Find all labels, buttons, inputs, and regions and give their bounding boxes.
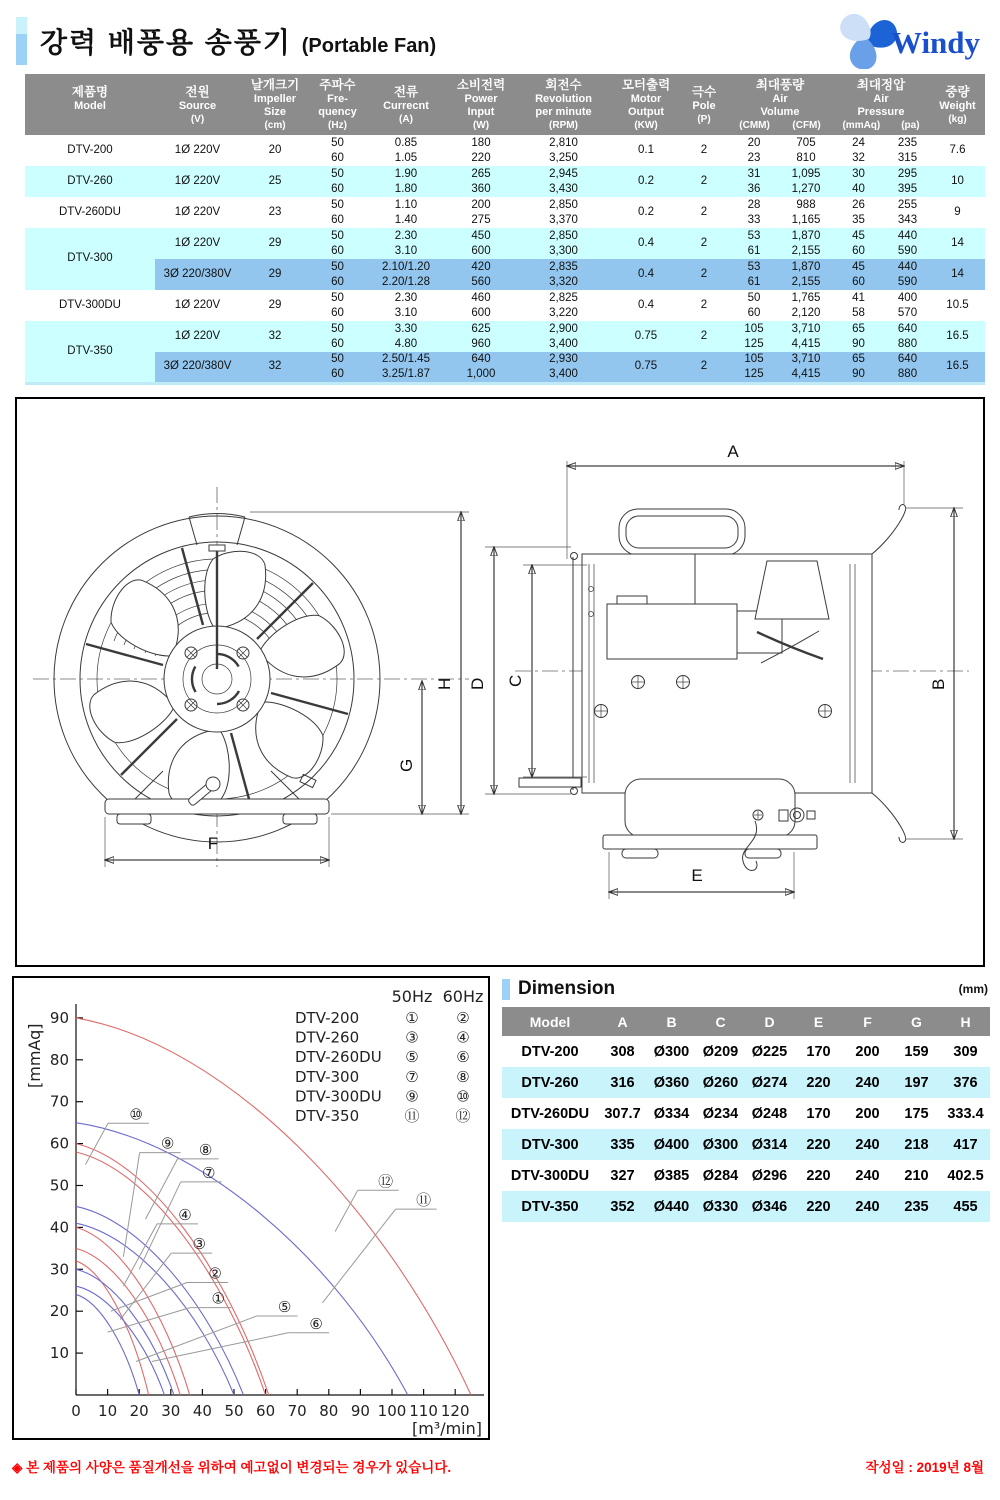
spec-cell: 28 33 [747, 198, 761, 226]
title-bullet [16, 17, 27, 65]
spec-cell: 0.4 [612, 228, 680, 259]
svg-text:①: ① [405, 1009, 419, 1027]
spec-cell: 2,810 3,250 [549, 136, 578, 164]
spec-col-header: 제품명 Model [25, 74, 155, 135]
dim-col-header: H [941, 1007, 990, 1036]
spec-cell: 53 61 [728, 259, 780, 290]
spec-cell: 440 590 [885, 228, 930, 259]
spec-cell: 1,095 1,270 [780, 166, 832, 197]
spec-cell: 50 60 [310, 352, 365, 384]
svg-text:⑪: ⑪ [404, 1107, 420, 1125]
spec-col-header: 전류 Currecnt (A) [365, 74, 447, 135]
dim-cell: Ø274 [745, 1067, 794, 1098]
dim-cell: 200 [855, 1105, 880, 1122]
svg-text:DTV-200: DTV-200 [295, 1009, 360, 1027]
spec-cell: 10 [930, 166, 985, 197]
spec-cell: 295 395 [885, 166, 930, 197]
dim-cell: 175 [904, 1105, 929, 1122]
spec-cell: 41 58 [852, 291, 865, 319]
spec-cell: 7.6 [949, 143, 966, 156]
dim-cell: 159 [904, 1043, 929, 1060]
dim-cell: 170 [806, 1105, 831, 1122]
svg-text:⑦: ⑦ [201, 1163, 216, 1182]
dim-row-DTV-300 [502, 1129, 990, 1160]
spec-table [25, 74, 985, 385]
spec-cell: 2,945 3,430 [515, 166, 612, 197]
svg-text:60Hz: 60Hz [442, 987, 484, 1006]
dim-cell: Ø260 [696, 1067, 745, 1098]
spec-col-header: 날개크기 Impeller Size (cm) [240, 74, 310, 135]
spec-cell: 31 36 [728, 166, 780, 197]
spec-cell: 2.30 3.10 [365, 228, 447, 259]
dim-cell: DTV-260 [502, 1067, 598, 1098]
svg-text:DTV-350: DTV-350 [295, 1107, 360, 1125]
spec-cell: 400 570 [897, 291, 918, 319]
svg-text:⑥: ⑥ [456, 1048, 470, 1067]
bottom-section [0, 976, 1000, 1440]
dim-cell: 220 [794, 1129, 843, 1160]
spec-cell: 1Ø 220V [155, 228, 240, 259]
footer-note: ◈ 본 제품의 사양은 품질개선을 위하여 예고없이 변경되는 경우가 있습니다. [12, 1460, 452, 1475]
spec-cell: 23 [268, 205, 282, 218]
dim-label-H: H [435, 677, 454, 690]
dim-cell: 455 [941, 1191, 990, 1222]
technical-drawings [17, 399, 983, 965]
svg-text:100: 100 [377, 1402, 407, 1420]
spec-cell: 30 40 [832, 166, 885, 197]
dim-label-C: C [506, 674, 525, 687]
svg-text:①: ① [211, 1289, 225, 1308]
dimension-title-row [502, 978, 990, 1000]
dim-cell: 235 [892, 1191, 941, 1222]
spec-cell: 2 [700, 205, 708, 218]
dim-cell: 240 [843, 1191, 892, 1222]
spec-row-DTV-300 [25, 228, 985, 259]
svg-text:60: 60 [256, 1402, 276, 1420]
dimension-section [502, 976, 990, 1440]
spec-cell: 3Ø 220/380V [155, 259, 240, 290]
spec-cell: 2.50/1.45 3.25/1.87 [365, 352, 447, 384]
svg-text:⑦: ⑦ [405, 1067, 419, 1086]
dim-cell: Ø225 [751, 1043, 788, 1060]
side-view-drawing [468, 442, 969, 899]
svg-text:④: ④ [178, 1205, 192, 1224]
dim-cell: 240 [843, 1067, 892, 1098]
spec-cell: 440 590 [885, 259, 930, 290]
dim-cell: Ø314 [745, 1129, 794, 1160]
spec-cell: 14 [930, 228, 985, 259]
dim-cell: Ø296 [751, 1167, 788, 1184]
svg-text:80: 80 [49, 1050, 69, 1069]
spec-cell: 1,870 2,155 [780, 228, 832, 259]
windy-logo [834, 9, 984, 74]
spec-cell: 45 60 [832, 228, 885, 259]
dim-cell: 376 [941, 1067, 990, 1098]
spec-cell: 0.85 1.05 [394, 136, 418, 164]
svg-text:DTV-260: DTV-260 [295, 1028, 360, 1047]
dim-cell: Ø360 [647, 1067, 696, 1098]
dim-label-D: D [468, 677, 487, 690]
spec-cell: 9 [954, 205, 961, 218]
dim-cell: DTV-350 [502, 1191, 598, 1222]
spec-cell: 50 60 [331, 291, 344, 319]
spec-cell: 420 560 [447, 259, 515, 290]
dim-col-header: E [794, 1007, 843, 1036]
spec-cell: 50 60 [747, 291, 761, 319]
svg-text:③: ③ [405, 1028, 419, 1047]
dim-cell: DTV-260DU [510, 1105, 590, 1122]
spec-cell: 50 60 [310, 228, 365, 259]
svg-text:10: 10 [98, 1402, 118, 1420]
dim-cell: DTV-300 [502, 1129, 598, 1160]
dim-cell: Ø330 [696, 1191, 745, 1222]
dim-cell: Ø346 [745, 1191, 794, 1222]
dim-cell: Ø385 [653, 1167, 690, 1184]
dim-cell: Ø248 [751, 1105, 788, 1122]
spec-cell: 235 315 [897, 136, 918, 164]
spec-cell: 1,870 2,155 [780, 259, 832, 290]
dim-cell: 240 [843, 1129, 892, 1160]
spec-cell: 29 [268, 298, 282, 311]
dim-cell: 220 [794, 1067, 843, 1098]
dim-cell: Ø400 [647, 1129, 696, 1160]
drawing-box [15, 397, 985, 967]
svg-text:70: 70 [287, 1402, 307, 1420]
spec-cell: 65 90 [832, 321, 885, 352]
svg-text:90: 90 [49, 1008, 69, 1027]
dim-label-E: E [691, 866, 703, 885]
spec-cell: 50 60 [310, 259, 365, 290]
dim-col-header: B [647, 1007, 696, 1036]
dim-cell: DTV-200 [521, 1043, 579, 1060]
dim-cell: 210 [904, 1167, 929, 1184]
spec-cell: 53 61 [728, 228, 780, 259]
spec-cell: 2 [680, 228, 728, 259]
spec-cell: 1.90 1.80 [365, 166, 447, 197]
svg-text:60: 60 [49, 1134, 69, 1153]
dimension-title-bullet [502, 979, 510, 1000]
spec-cell: 3,710 4,415 [780, 352, 832, 384]
spec-cell: 200 275 [471, 198, 491, 226]
svg-text:50: 50 [49, 1176, 69, 1195]
spec-col-header: 최대정압 Air Pressure (mmAq) (pa) [832, 74, 930, 135]
spec-cell: 45 60 [832, 259, 885, 290]
svg-text:40: 40 [49, 1218, 69, 1237]
svg-text:30: 30 [161, 1402, 181, 1420]
spec-cell: 29 [240, 228, 310, 259]
spec-cell: 50 60 [331, 136, 344, 164]
spec-cell: 2,825 3,220 [549, 291, 578, 319]
dim-cell: 220 [794, 1191, 843, 1222]
spec-model-cell: DTV-300 [25, 228, 155, 290]
spec-col-header: 전원 Source (V) [155, 74, 240, 135]
spec-row-DTV-260 [25, 166, 985, 197]
dim-cell: 220 [806, 1167, 831, 1184]
dim-cell: 316 [598, 1067, 647, 1098]
spec-cell: 20 [268, 143, 282, 156]
dim-cell: 417 [941, 1129, 990, 1160]
spec-cell: 14 [930, 259, 985, 290]
spec-cell: 2 [680, 166, 728, 197]
dim-cell: Ø300 [696, 1129, 745, 1160]
spec-cell: 180 220 [471, 136, 491, 164]
svg-text:90: 90 [350, 1402, 370, 1420]
spec-row-cont [25, 352, 985, 384]
dim-cell: 309 [953, 1043, 978, 1060]
performance-chart-box [12, 976, 490, 1440]
spec-col-header: 회전수 Revolution per minute (RPM) [515, 74, 612, 135]
dim-cell: 335 [598, 1129, 647, 1160]
spec-cell: 0.2 [612, 166, 680, 197]
spec-cell: 2 [700, 298, 708, 311]
dim-row-DTV-200 [502, 1036, 990, 1067]
spec-cell: 1,765 2,120 [791, 291, 821, 319]
svg-text:70: 70 [49, 1092, 69, 1111]
dim-cell: 200 [855, 1043, 880, 1060]
spec-model-cell: DTV-200 [67, 143, 113, 156]
dim-cell: Ø284 [702, 1167, 739, 1184]
dimension-unit-note: (mm) [958, 982, 988, 996]
page-title [40, 21, 436, 61]
spec-cell: 24 32 [852, 136, 865, 164]
page-title-korean: 강력 배풍용 송풍기 [40, 27, 292, 58]
spec-cell: 26 35 [852, 198, 865, 226]
spec-col-header: 소비전력 Power Input (W) [447, 74, 515, 135]
spec-cell: 1Ø 220V [174, 205, 221, 218]
spec-cell: 1Ø 220V [174, 143, 221, 156]
svg-text:⑫: ⑫ [455, 1107, 471, 1125]
spec-cell: 105 125 [728, 352, 780, 384]
spec-cell: 105 125 [728, 321, 780, 352]
svg-text:50: 50 [224, 1402, 244, 1420]
performance-chart [14, 978, 488, 1438]
svg-text:10: 10 [49, 1344, 69, 1363]
svg-text:DTV-260DU: DTV-260DU [295, 1048, 382, 1067]
spec-cell: 0.4 [612, 259, 680, 290]
spec-cell: 0.2 [638, 205, 654, 218]
spec-row-DTV-260DU [25, 197, 985, 228]
dim-col-header: D [745, 1007, 794, 1036]
spec-cell: 1Ø 220V [155, 166, 240, 197]
spec-cell: 988 1,165 [791, 198, 821, 226]
spec-cell: 2,850 3,300 [515, 228, 612, 259]
header [0, 0, 1000, 72]
svg-text:⑩: ⑩ [129, 1105, 143, 1124]
logo-text: Windy [891, 24, 981, 60]
spec-cell: 32 [240, 321, 310, 352]
spec-model-cell: DTV-300DU [59, 298, 121, 311]
spec-cell: 2 [680, 352, 728, 384]
dim-label-B: B [929, 678, 948, 690]
spec-cell: 2 [700, 143, 708, 156]
svg-text:110: 110 [409, 1402, 438, 1420]
dim-col-header: Model [502, 1007, 598, 1036]
spec-row-DTV-300DU [25, 290, 985, 321]
dim-row-DTV-260 [502, 1067, 990, 1098]
svg-text:⑤: ⑤ [405, 1048, 419, 1067]
svg-text:⑨: ⑨ [405, 1087, 419, 1106]
dim-col-header: F [843, 1007, 892, 1036]
svg-text:⑫: ⑫ [378, 1172, 394, 1191]
spec-model-cell: DTV-350 [25, 321, 155, 384]
spec-cell: 1Ø 220V [155, 321, 240, 352]
dim-cell: 308 [610, 1043, 635, 1060]
spec-cell: 705 810 [796, 136, 816, 164]
spec-cell: 640 1,000 [447, 352, 515, 384]
dim-row-DTV-300DU [502, 1160, 990, 1191]
spec-col-header: 극수 Pole (P) [680, 74, 728, 135]
footer-date: 작성일 : 2019년 8월 [865, 1460, 984, 1475]
dim-cell: 218 [892, 1129, 941, 1160]
dim-col-header: C [696, 1007, 745, 1036]
spec-cell: 2 [680, 259, 728, 290]
spec-cell: 10.5 [946, 298, 969, 311]
spec-cell: 20 23 [747, 136, 761, 164]
spec-cell: 2,900 3,400 [515, 321, 612, 352]
dim-cell: 240 [855, 1167, 880, 1184]
spec-cell: 25 [240, 166, 310, 197]
spec-row-DTV-350 [25, 321, 985, 352]
spec-cell: 0.75 [612, 352, 680, 384]
spec-cell: 32 [240, 352, 310, 384]
svg-text:⑧: ⑧ [198, 1140, 213, 1159]
svg-text:30: 30 [49, 1260, 69, 1279]
spec-cell: 1.10 1.40 [394, 198, 418, 226]
svg-text:20: 20 [129, 1402, 149, 1420]
dim-cell: Ø334 [653, 1105, 690, 1122]
dimension-title: Dimension [518, 978, 616, 999]
svg-text:80: 80 [319, 1402, 339, 1420]
spec-cell: 16.5 [930, 352, 985, 384]
spec-col-header: 모터출력 Motor Output (KW) [612, 74, 680, 135]
svg-text:0: 0 [71, 1402, 81, 1420]
dim-col-header: G [892, 1007, 941, 1036]
spec-cell: 2.30 3.10 [394, 291, 418, 319]
svg-text:DTV-300DU: DTV-300DU [295, 1087, 382, 1106]
spec-cell: 0.75 [612, 321, 680, 352]
dim-cell: 170 [806, 1043, 831, 1060]
dim-label-F: F [207, 834, 219, 853]
spec-model-cell: DTV-260DU [59, 205, 121, 218]
dim-cell: 197 [892, 1067, 941, 1098]
dim-label-G: G [397, 758, 416, 772]
dim-cell: Ø440 [647, 1191, 696, 1222]
svg-text:⑥: ⑥ [309, 1314, 323, 1333]
spec-cell: 0.4 [638, 298, 654, 311]
dim-cell: 307.7 [604, 1105, 641, 1122]
dim-cell: 327 [610, 1167, 635, 1184]
spec-cell: 3Ø 220/380V [155, 352, 240, 384]
svg-text:⑨: ⑨ [160, 1134, 175, 1153]
dim-cell: 352 [598, 1191, 647, 1222]
svg-text:120: 120 [440, 1402, 470, 1420]
dim-label-A: A [727, 442, 739, 461]
spec-cell: 265 360 [447, 166, 515, 197]
spec-col-header: 최대풍량 Air Volume (CMM) (CFM) [728, 74, 832, 135]
dim-col-header: A [598, 1007, 647, 1036]
spec-col-header: 중량 Weight (kg) [930, 74, 985, 135]
svg-text:②: ② [208, 1264, 222, 1283]
spec-cell: 255 343 [897, 198, 918, 226]
svg-text:④: ④ [456, 1028, 470, 1047]
spec-cell: 2,835 3,320 [515, 259, 612, 290]
svg-text:20: 20 [49, 1302, 69, 1321]
spec-row-DTV-200 [25, 135, 985, 166]
dim-row-DTV-350 [502, 1191, 990, 1222]
dim-cell: 402.5 [947, 1167, 984, 1184]
spec-cell: 50 60 [310, 321, 365, 352]
spec-cell: 460 600 [471, 291, 491, 319]
svg-text:40: 40 [192, 1402, 212, 1420]
spec-cell: 2 [680, 321, 728, 352]
spec-cell: 50 60 [331, 198, 344, 226]
spec-model-cell: DTV-260 [25, 166, 155, 197]
dim-cell: Ø300 [653, 1043, 690, 1060]
spec-row-cont [25, 259, 985, 290]
spec-cell: 2.10/1.20 2.20/1.28 [365, 259, 447, 290]
spec-cell: 640 880 [885, 321, 930, 352]
svg-text:⑧: ⑧ [456, 1067, 470, 1086]
dim-cell: 333.4 [947, 1105, 984, 1122]
spec-cell: 625 960 [447, 321, 515, 352]
spec-cell: 65 90 [832, 352, 885, 384]
spec-cell: 16.5 [930, 321, 985, 352]
spec-cell: 50 60 [310, 166, 365, 197]
spec-cell: 2,930 3,400 [515, 352, 612, 384]
dim-cell: Ø209 [702, 1043, 739, 1060]
svg-text:③: ③ [192, 1235, 206, 1254]
spec-cell: 29 [240, 259, 310, 290]
dim-row-DTV-260DU [502, 1098, 990, 1129]
svg-text:50Hz: 50Hz [391, 987, 433, 1006]
spec-cell: 3,710 4,415 [780, 321, 832, 352]
dim-cell: DTV-300DU [510, 1167, 590, 1184]
spec-col-header: 주파수 Fre- quency (Hz) [310, 74, 365, 135]
spec-cell: 0.1 [638, 143, 654, 156]
svg-text:⑪: ⑪ [416, 1191, 432, 1210]
page-title-english: (Portable Fan) [301, 35, 437, 57]
svg-text:⑩: ⑩ [456, 1087, 470, 1106]
spec-cell: 640 880 [885, 352, 930, 384]
dim-cell: Ø234 [702, 1105, 739, 1122]
spec-cell: 2,850 3,370 [549, 198, 578, 226]
footer [12, 1456, 984, 1476]
svg-text:DTV-300: DTV-300 [295, 1067, 360, 1086]
svg-text:[m³/min]: [m³/min] [411, 1419, 482, 1438]
svg-text:⑤: ⑤ [277, 1298, 292, 1317]
spec-cell: 450 600 [447, 228, 515, 259]
dimension-table [502, 1007, 990, 1222]
spec-cell: 3.30 4.80 [365, 321, 447, 352]
spec-cell: 1Ø 220V [174, 298, 221, 311]
front-view-drawing [33, 487, 469, 867]
svg-text:②: ② [456, 1009, 470, 1027]
svg-text:[mmAq]: [mmAq] [25, 1023, 44, 1088]
